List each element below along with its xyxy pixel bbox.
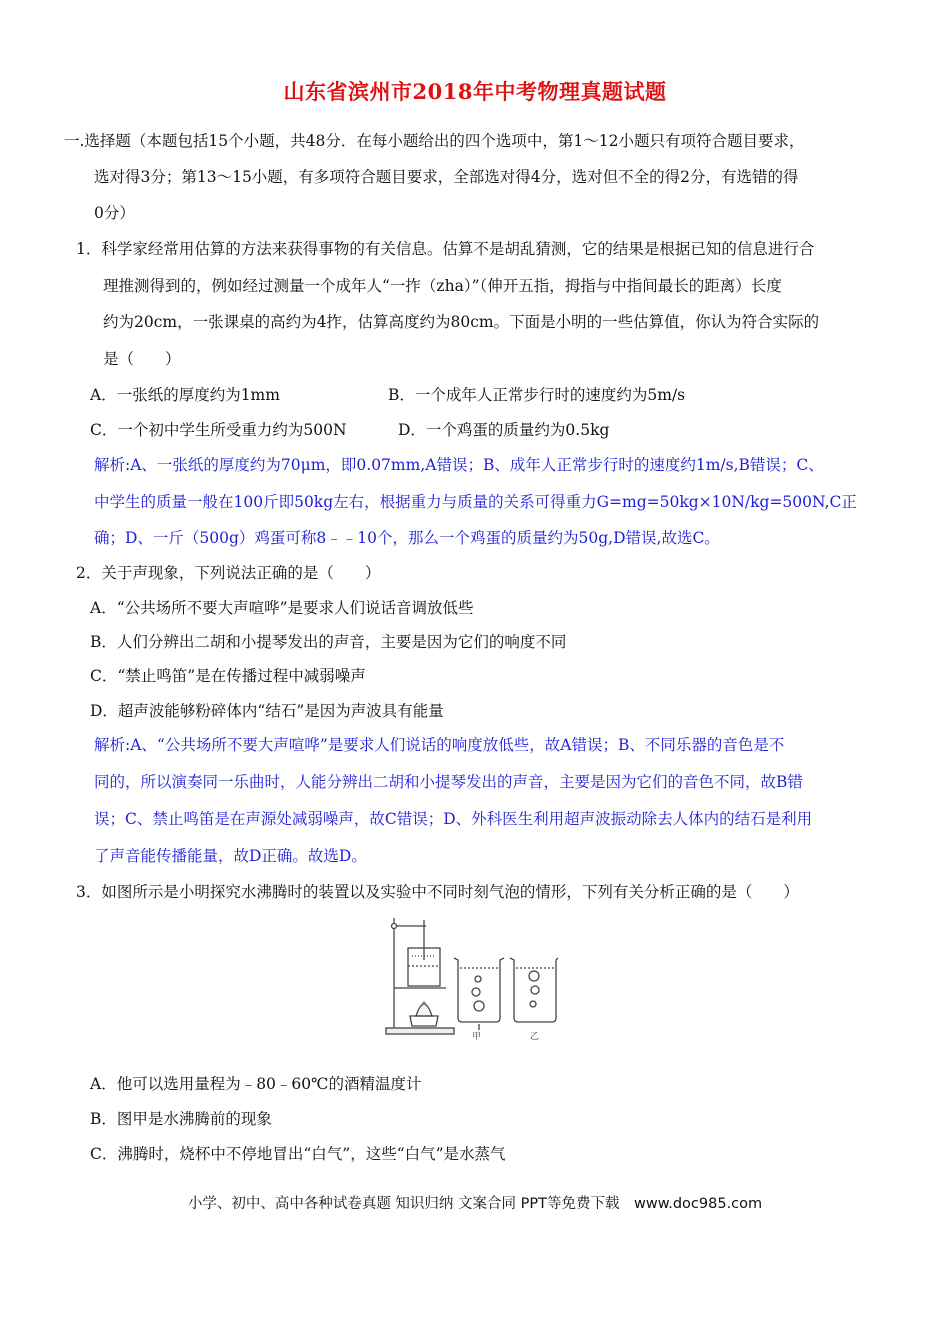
q1-analysis-line-1: 解析:A、一张纸的厚度约为70μm，即0.07mm,A错误；B、成年人正常步行时的速度约1m/s,B错误；C、 [94,456,824,474]
q1-option-d: D．一个鸡蛋的质量约为0.5kg [398,421,610,439]
q2-option-b: B．人们分辨出二胡和小提琴发出的声音，主要是因为它们的响度不同 [90,633,567,651]
iron-stand-apparatus [386,918,454,1034]
q3-option-c: C．沸腾时，烧杯中不停地冒出“白气”，这些“白气”是水蒸气 [90,1145,506,1163]
q3-option-a: A．他可以选用量程为﹣80﹣60℃的酒精温度计 [90,1075,422,1093]
q1-option-a: A．一张纸的厚度约为1mm [90,386,280,404]
q2-option-d: D．超声波能够粉碎体内“结石”是因为声波具有能量 [90,702,444,720]
beaker-jia [454,958,504,1042]
page-title: 山东省滨州市2018年中考物理真题试题 [283,79,667,104]
q1-option-c: C．一个初中学生所受重力约为500N [90,421,347,439]
q2-analysis-line-4: 了声音能传播能量，故D正确。故选D。 [94,847,367,865]
q1-stem-line-1: 1．科学家经常用估算的方法来获得事物的有关信息。估算不是胡乱猜测，它的结果是根据已知的信息进行合 [76,240,815,258]
q3-stem: 3．如图所示是小明探究水沸腾时的装置以及实验中不同时刻气泡的情形，下列有关分析正确的是（ ） [76,883,799,901]
q1-stem-line-3: 约为20cm，一张课桌的高约为4拃，估算高度约为80cm。下面是小明的一些估算值，你认为符合实际的 [103,313,820,331]
q1-option-b: B．一个成年人正常步行时的速度约为5m/s [388,386,686,404]
figure-label-jia: 甲 [472,1032,482,1042]
q1-stem-line-4: 是（ ） [103,350,181,368]
figure-label-yi: 乙 [530,1032,540,1042]
section-intro-line-2: 选对得3分；第13～15小题，有多项符合题目要求，全部选对得4分，选对但不全的得2分，有选错的得 [94,168,799,186]
q3-option-b: B．图甲是水沸腾前的现象 [90,1110,272,1128]
section-intro-line-3: 0分） [94,204,135,222]
q1-stem-line-2: 理推测得到的，例如经过测量一个成年人“一拃（zha）”（伸开五指，拇指与中指间最长的距离）长度 [103,277,782,295]
section-intro-line-1: 一.选择题（本题包括15个小题，共48分．在每小题给出的四个选项中，第1～12小题只有项符合题目要求， [64,132,805,150]
q1-analysis-line-3: 确；D、一斤（500g）鸡蛋可称8﹣﹣10个，那么一个鸡蛋的质量约为50g,D错误,故选C。 [94,529,720,547]
page-footer: 小学、初中、高中各种试卷真题 知识归纳 文案合同 PPT等免费下载 www.doc985.com [187,1196,763,1212]
q1-analysis-line-2: 中学生的质量一般在100斤即50kg左右，根据重力与质量的关系可得重力G=mg=50kg×10N/kg=500N,C正 [94,493,857,511]
q2-option-a: A．“公共场所不要大声喧哗”是要求人们说话音调放低些 [90,599,474,617]
q2-stem: 2．关于声现象，下列说法正确的是（ ） [76,564,381,582]
boiling-experiment-figure [380,912,560,1042]
beaker-yi [510,958,558,1042]
q2-option-c: C．“禁止鸣笛”是在传播过程中减弱噪声 [90,667,366,685]
q2-analysis-line-1: 解析:A、“公共场所不要大声喧哗”是要求人们说话的响度放低些，故A错误；B、不同乐器的音色是不 [94,736,785,754]
q2-analysis-line-2: 同的，所以演奏同一乐曲时，人能分辨出二胡和小提琴发出的声音，主要是因为它们的音色不同，故B错 [94,773,803,791]
q2-analysis-line-3: 误；C、禁止鸣笛是在声源处减弱噪声，故C错误；D、外科医生利用超声波振动除去人体内的结石是利用 [94,810,813,828]
